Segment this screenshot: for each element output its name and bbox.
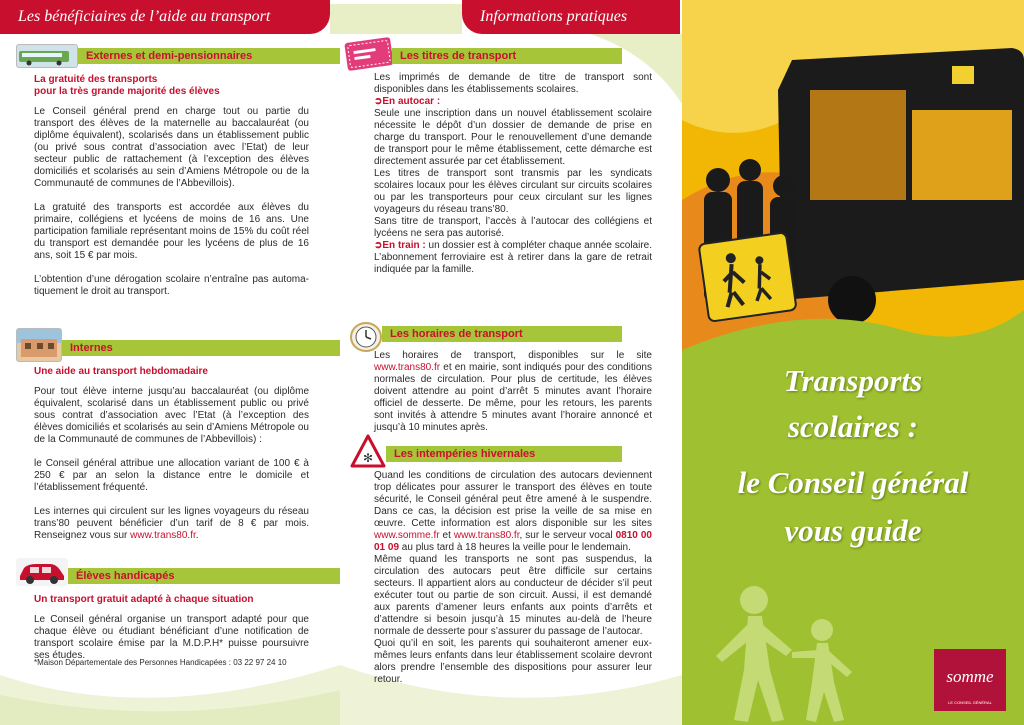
internes-paragraph-2: le Conseil général attribue une allocation variant de 100 € à 250 € par an selon la distance entre le domicile et l’établissement fréquenté.	[34, 458, 309, 493]
horaires-text-start: Les horaires de transport, disponibles sur le site	[374, 350, 652, 361]
intemperies-text-c: , sur le serveur vocal	[519, 530, 616, 541]
logo-subtext: LE CONSEIL GÉNÉRAL	[948, 700, 992, 705]
cover-title-line-1: Transports	[783, 363, 923, 398]
internes-paragraph-3	[34, 506, 309, 542]
horaires-paragraph	[374, 350, 652, 434]
snow-warning-icon	[350, 434, 386, 468]
car-icon	[16, 558, 68, 586]
intemperies-paragraph-1	[374, 470, 652, 554]
titres-text	[374, 72, 652, 276]
svg-text:✻: ✻	[362, 451, 374, 465]
left-panel	[0, 34, 340, 725]
handicapes-subheading: Un transport gratuit adapté à chaque situation	[34, 594, 254, 605]
externes-paragraph-1: Le Conseil général prend en charge tout ou partie du transport des élèves de la maternelle au baccalauréat (ou diplôme équivalent), scolarisés dans un établissement public (ou privé sous contrat d’association avec l’Etat) de leur secteur public de rattachement (à l’exception des élèves domiciliés et scolarisés au sein d’Amiens Métropole ou de la Communauté de communes de l’Abbevillois).	[34, 106, 309, 189]
internes-paragraph-3-text: Les internes qui circulent sur les lignes voyageurs du réseau trans’80 peuvent bénéficier d’un tarif de 8 € par mois. Renseignez vous sur	[34, 506, 309, 541]
internes-paragraph-3-end: .	[195, 530, 199, 541]
titres-paragraph-3: Les titres de transport sont transmis par les syndicats scolaires locaux pour les élèves circulant sur circuits scolaires ou par les transporteurs pour ceux circulant sur les lignes voyageurs du réseau trans’80.	[374, 168, 652, 215]
horaires-text-end: et en mairie, sont indiqués pour des conditions normales de circulation. Pour plus de certitude, les élèves doivent attendre au point d’arrêt 5 minutes avant l’horaire officiel de desserte. De même, pour les retours, les parents sont invités à attendre 5 minutes avant l’horaire annoncé et jusqu’à 10 minutes après.	[374, 362, 652, 433]
horaires-text	[374, 350, 652, 434]
somme-link[interactable]: www.somme.fr	[374, 530, 440, 541]
trans80-link[interactable]: www.trans80.fr	[453, 530, 520, 541]
section-horaires: Les horaires de transport	[382, 326, 622, 342]
internes-subheading: Une aide au transport hebdomadaire	[34, 366, 208, 377]
autocar-label-text: En autocar :	[382, 96, 441, 107]
middle-panel	[340, 34, 682, 725]
somme-logo	[934, 649, 1006, 711]
intemperies-paragraph-3: Quoi qu’il en soit, les parents qui souhaiteront amener eux-mêmes leurs enfants dans leur établissement scolaire devront alors prendre l’ensemble des dispositions pour assurer leur retour.	[374, 638, 652, 685]
autocar-label	[374, 96, 652, 108]
phone-number[interactable]: 0810 00 01 09	[374, 530, 652, 553]
handicapes-footnote: *Maison Départementale des Personnes Handicapées : 03 22 97 24 10	[34, 658, 287, 667]
middle-header: Informations pratiques	[462, 0, 680, 34]
logo-text: somme	[946, 667, 994, 686]
section-titres: Les titres de transport	[392, 48, 622, 64]
bus-icon	[16, 44, 78, 68]
clock-icon	[350, 322, 382, 352]
ticket-icon	[344, 37, 393, 71]
handicapes-paragraph-1: Le Conseil général organise un transport adapté pour que chaque élève ou étudiant bénéficiant d’une notification de transport scolaire émise par la M.D.P.H* puisse poursuivre ses études.	[34, 614, 309, 661]
intemperies-text-b: et	[439, 530, 454, 541]
trans80-link[interactable]: www.trans80.fr	[130, 530, 196, 541]
internes-paragraph-1: Pour tout élève interne jusqu’au baccalauréat (ou diplôme équivalent, scolarisé dans un établissement public ou privé sous contrat d’association avec l’Etat (à l’exception des élèves domiciliés et scolarisés au sein d’Amiens Métropole ou de la Communauté de communes de l’Abbevillois) :	[34, 386, 309, 445]
train-paragraph	[374, 240, 652, 276]
externes-text	[34, 106, 309, 298]
cover-illustration	[682, 0, 1024, 360]
walking-people-illustration	[692, 580, 892, 725]
externes-paragraph-2: La gratuité des transports est accordée aux élèves du primaire, collégiens et lycéens de moins de 16 ans. Une participation familiale représentant moins de 15% du coût réel du transport est demandée pour les lycéens de plus de 16 ans, soit 15 € par mois.	[34, 202, 309, 261]
intemperies-text-a: Quand les conditions de circulation des autocars deviennent trop délicates pour assurer le transport des élèves en toute sécurité, le Conseil général peut être amené à le suspendre. Dans ce cas, la décision est prise la veille de sa mise en œuvre. Cette information est alors disponible sur les sites	[374, 470, 652, 529]
externes-paragraph-3: L’obtention d’une dérogation scolaire n’entraîne pas automa-tiquement le droit au transport.	[34, 274, 309, 297]
titres-paragraph-1: Les imprimés de demande de titre de transport sont disponibles dans les établissements scolaires.	[374, 72, 652, 95]
intemperies-text-d: au plus tard à 18 heures la veille pour le lendemain.	[399, 542, 631, 553]
handicapes-text	[34, 614, 309, 662]
section-handicapes: Élèves handicapés	[68, 568, 340, 584]
train-label: En train :	[382, 240, 426, 251]
arrow-right-icon: ➲	[374, 240, 383, 251]
externes-subheading-2: pour la très grande majorité des élèves	[34, 86, 220, 97]
titres-paragraph-2: Seule une inscription dans un nouvel établissement scolaire nécessite le dépôt d’un dossier de demande de prise en charge du transport. Pour le renouvellement d’une demande de transport pour le même établissement, cette démarche est directement assurée par cet établissement.	[374, 108, 652, 167]
section-intemperies: Les intempéries hivernales	[386, 446, 622, 462]
internes-text	[34, 386, 309, 542]
cover-title-line-4: vous guide	[784, 513, 922, 548]
header-swoosh	[330, 4, 462, 34]
cover-title-line-2: scolaires :	[787, 409, 918, 444]
cover-panel	[682, 0, 1024, 725]
left-header: Les bénéficiaires de l’aide au transport	[0, 0, 330, 34]
trans80-link[interactable]: www.trans80.fr	[374, 362, 441, 373]
cover-title-line-3: le Conseil général	[737, 465, 969, 500]
externes-subheading-1: La gratuité des transports	[34, 74, 158, 85]
section-externes: Externes et demi-pensionnaires	[78, 48, 340, 64]
section-internes: Internes	[62, 340, 340, 356]
arrow-right-icon: ➲	[374, 96, 383, 107]
boarding-school-icon	[16, 328, 62, 362]
intemperies-text	[374, 470, 652, 686]
titres-paragraph-4: Sans titre de transport, l’accès à l’autocar des collégiens et lycéens ne sera pas autorisé.	[374, 216, 652, 239]
train-text: un dossier est à compléter chaque année scolaire. L’abonnement ferroviaire est à retirer dans la gare de retrait indiquée par la famille.	[374, 240, 652, 275]
intemperies-paragraph-2: Même quand les transports ne sont pas suspendus, la circulation des autocars peut être difficile sur certains secteurs. Il appartient alors au conducteur de décider s’il peut exécuter tout ou partie de son circuit. Aussi, il est demandé aux parents d’amener leurs enfants aux points d’arrêts et d’attendre si besoin jusqu’à 15 minutes au-delà de l’heure normale de desserte pour s’assurer du passage de l’autocar.	[374, 554, 652, 637]
